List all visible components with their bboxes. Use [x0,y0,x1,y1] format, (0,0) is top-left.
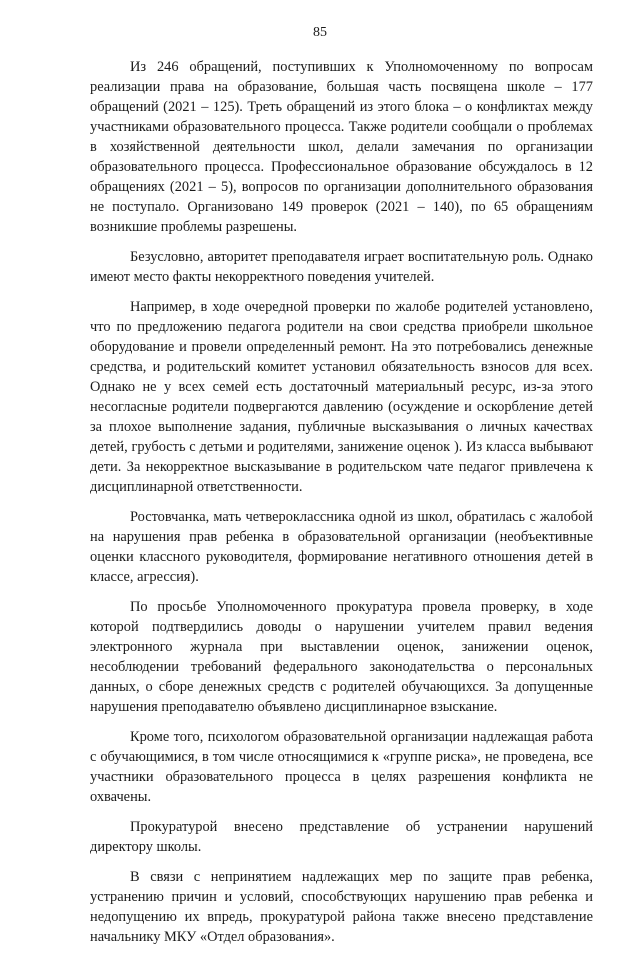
page-number: 85 [313,25,327,40]
paragraph-inspection-example: Например, в ходе очередной проверки по жалобе родителей установлено, что по предложению педагога родители на свои средства приобрели школьное оборудование и провели определенный ремонт. На это потребовались денежные средства, и родительский комитет установил обязательность взносов для всех. Однако не у всех семей есть достаточный материальный ресурс, из-за этого несогласные родители подвергаются давлению (осуждение и оскорбление детей за плохое выполнение задания, публичные высказывания о личных качествах детей, грубость с детьми и родителями, занижение оценок ). Из класса выбывают дети. За некорректное высказывание в родительском чате педагог привлечена к дисциплинарной ответственности. [90,299,593,495]
paragraph-psychologist: Кроме того, психологом образовательной организации надлежащая работа с обучающимися, в том числе относящимися к «группе риска», не проведена, все участники образовательного процесса в целях разрешения конфликта не охвачены. [90,729,593,805]
paragraph-rostov-complaint: Ростовчанка, мать четвероклассника одной из школ, обратилась с жалобой на нарушения прав ребенка в образовательной организации (необъективные оценки классного руководителя, формирование негативного отношения детей в классе, агрессия). [90,509,593,585]
paragraph-appeals-summary: Из 246 обращений, поступивших к Уполномоченному по вопросам реализации права на образование, большая часть посвящена школе – 177 обращений (2021 – 125). Треть обращений из этого блока – о конфликтах между участниками образовательного процесса. Также родители сообщали о проблемах в хозяйственной деятельности школ, делали замечания по организации образовательного процесса. Профессиональное образование обсуждалось в 12 обращениях (2021 – 5), вопросов по организации дополнительного образования не поступало. Организовано 149 проверок (2021 – 140), по 65 обращениям возникшие проблемы разрешены. [90,59,593,235]
document-body [90,57,593,957]
paragraph-teacher-authority: Безусловно, авторитет преподавателя играет воспитательную роль. Однако имеют место факты некорректного поведения учителей. [90,249,593,285]
paragraph-representation-department: В связи с непринятием надлежащих мер по защите прав ребенка, устранению причин и условий, способствующих нарушению прав ребенка и недопущению их впредь, прокуратурой района также внесено представление начальнику МКУ «Отдел образования». [90,869,593,945]
paragraph-prosecutor-check: По просьбе Уполномоченного прокуратура провела проверку, в ходе которой подтвердились доводы о нарушении учителем правил ведения электронного журнала при выставлении оценок, занижении оценок, несоблюдении требований федерального законодательства о персональных данных, о сборе денежных средств с родителей обучающихся. За допущенные нарушения преподавателю объявлено дисциплинарное взыскание. [90,599,593,715]
paragraph-representation-director: Прокуратурой внесено представление об устранении нарушений директору школы. [90,819,593,855]
